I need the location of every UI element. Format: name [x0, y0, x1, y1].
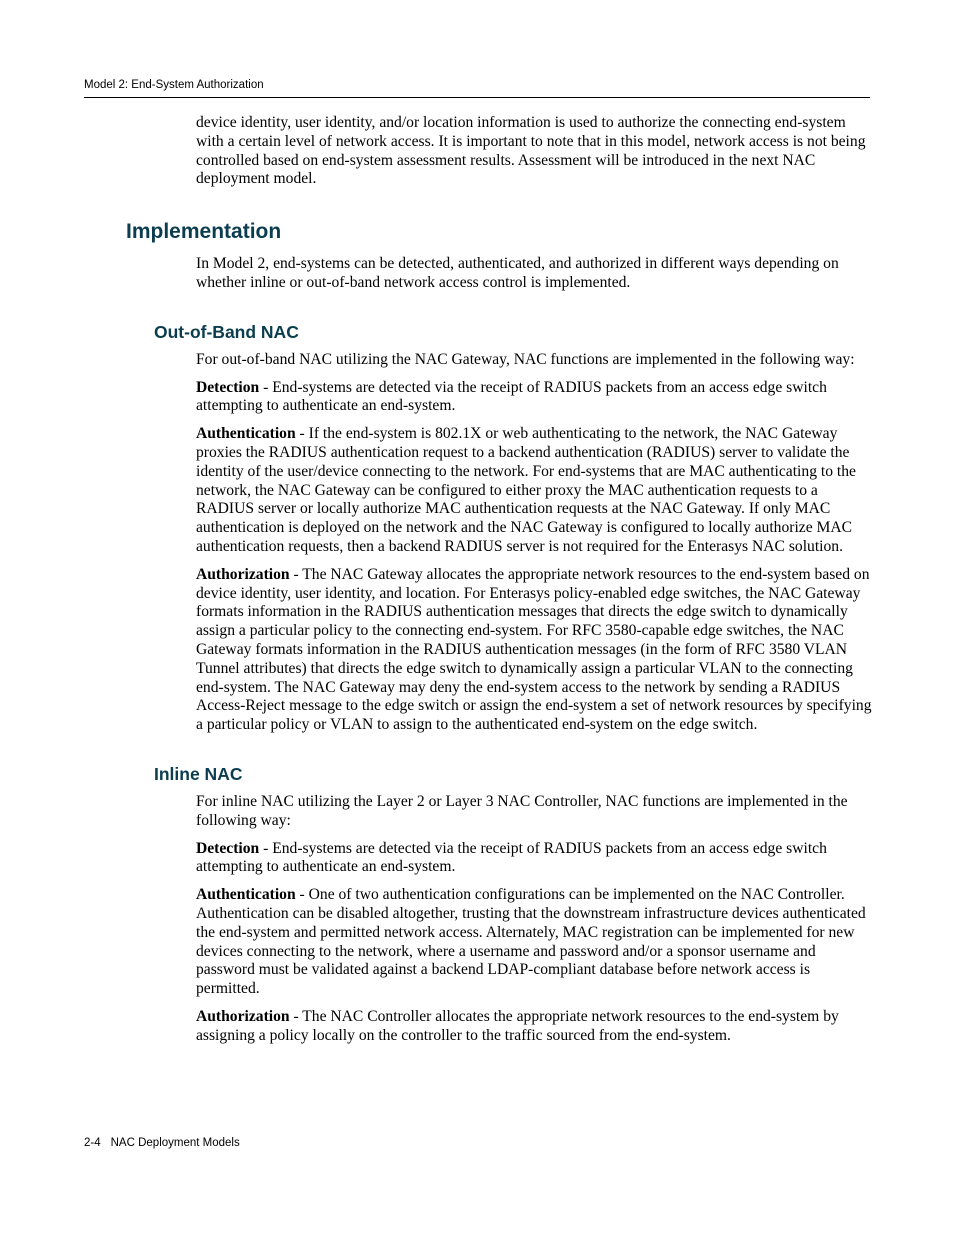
oob-authorization-paragraph: [196, 566, 872, 735]
section-heading-implementation: Implementation: [126, 220, 282, 244]
oob-authorization-term: Authorization: [196, 565, 290, 583]
inline-authorization-term: Authorization: [196, 1007, 290, 1025]
page-number: 2-4: [84, 1137, 101, 1149]
inline-detection-text: - End-systems are detected via the receipt of RADIUS packets from an access edge switch attempting to authenticate an end-system.: [196, 839, 827, 876]
footer-title: NAC Deployment Models: [110, 1137, 240, 1149]
oob-authentication-paragraph: [196, 425, 872, 557]
page-content: [126, 114, 872, 1054]
oob-authorization-text: - The NAC Gateway allocates the appropriate network resources to the end-system based on device identity, user identity, and location. For Enterasys policy-enabled edge switches, the NAC Gateway formats information in the RADIUS authentication messages that directs the edge switch to dynamically assign a particular policy to the connecting end-system. For RFC 3580-capable edge switches, the NAC Gateway formats information in the RADIUS authentication messages (in the form of RFC 3580 VLAN Tunnel attributes) that directs the edge switch to dynamically assign a particular VLAN to the connecting end-system. The NAC Gateway may deny the end-system access to the network by sending a RADIUS Access-Reject message to the edge switch or assign the end-system a set of network resources by specifying a particular policy or VLAN to assign to the authenticated end-system on the edge switch.: [196, 565, 872, 734]
inline-intro-paragraph: For inline NAC utilizing the Layer 2 or Layer 3 NAC Controller, NAC functions are implemented in the following way:: [196, 792, 848, 829]
oob-detection-text: - End-systems are detected via the receipt of RADIUS packets from an access edge switch attempting to authenticate an end-system.: [196, 378, 827, 415]
inline-authentication-term: Authentication: [196, 886, 296, 904]
inline-authentication-paragraph: [196, 886, 872, 999]
inline-detection-paragraph: [196, 840, 872, 878]
oob-detection-paragraph: [196, 379, 872, 417]
subsection-heading-out-of-band-nac: Out-of-Band NAC: [154, 321, 299, 342]
oob-authentication-term: Authentication: [196, 425, 296, 443]
oob-detection-term: Detection: [196, 378, 260, 396]
running-footer: [84, 1136, 240, 1151]
inline-authorization-paragraph: [196, 1008, 872, 1046]
inline-authorization-text: - The NAC Controller allocates the appropriate network resources to the end-system by assigning a policy locally on the controller to the traffic sourced from the end-system.: [196, 1007, 839, 1044]
intro-paragraph: device identity, user identity, and/or location information is used to authorize the connecting end-system with a certain level of network access. It is important to note that in this model, network access is not being controlled based on end-system assessment results. Assessment will be introduced in the next NAC deployment model.: [196, 114, 866, 188]
inline-authentication-text: - One of two authentication configurations can be implemented on the NAC Controller. Authentication can be disabled altogether, trusting that the downstream infrastructure devices authenticated the end-system and permitted network access. Alternately, MAC registration can be implemented for new devices connecting to the network, where a username and password and/or a sponsor username and password must be validated against a backend LDAP-compliant database before network access is permitted.: [196, 886, 866, 998]
subsection-heading-inline-nac: Inline NAC: [154, 763, 243, 784]
implementation-paragraph: In Model 2, end-systems can be detected, authenticated, and authorized in different ways depending on whether inline or out-of-band network access control is implemented.: [196, 255, 839, 291]
inline-detection-term: Detection: [196, 839, 260, 857]
oob-intro-paragraph: For out-of-band NAC utilizing the NAC Gateway, NAC functions are implemented in the following way:: [196, 350, 855, 368]
oob-authentication-text: - If the end-system is 802.1X or web authenticating to the network, the NAC Gateway proxies the RADIUS authentication request to a backend authentication (RADIUS) server to validate the identity of the user/device connecting to the network. For end-systems that are MAC authenticating to the network, the NAC Gateway can be configured to either proxy the MAC authentication requests to a RADIUS server or locally authorize MAC authentication requests at the NAC Gateway. If only MAC authentication is deployed on the network and the NAC Gateway is configured to locally authorize MAC authentication requests, then a backend RADIUS server is not required for the Enterasys NAC solution.: [196, 425, 856, 555]
running-header: Model 2: End-System Authorization: [84, 78, 870, 98]
